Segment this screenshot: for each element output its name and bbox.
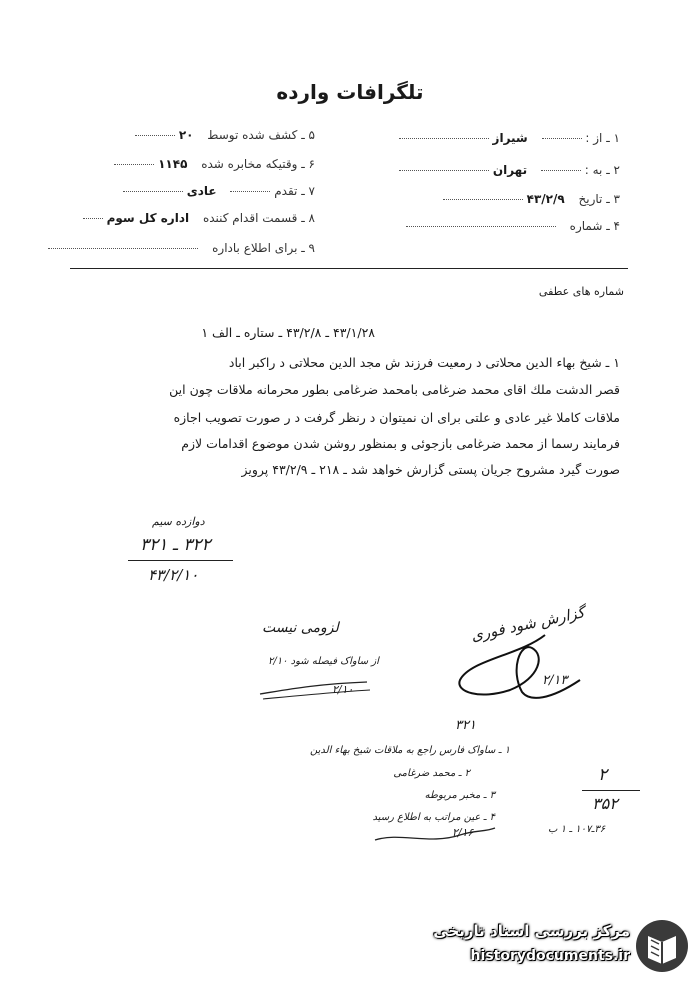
body-line-3: ملاقات کاملا غیر عادی و علتی برای ان نمیتوان د رنظر گرفت د ر صورت تصویب اجازه — [173, 410, 620, 425]
field-action-dept-label: ۸ ـ قسمت اقدام کننده — [202, 211, 315, 225]
handwritten-note-right: گزارش شود فوری — [469, 603, 587, 645]
handwritten-list-item-1: ۱ ـ ساواک فارس راجع به ملاقات شیخ بهاء الدین — [309, 745, 510, 756]
field-revealed-by-value: ۲۰ — [178, 128, 194, 142]
field-date — [443, 192, 620, 206]
field-telegraph-office-value: ۱۱۴۵ — [158, 157, 188, 171]
field-priority-label: ۷ ـ تقدم — [274, 184, 315, 198]
field-from-label: ۱ ـ از — [593, 131, 620, 145]
handwritten-list-underline — [370, 820, 500, 850]
field-telegraph-office — [114, 157, 315, 171]
field-number — [406, 219, 620, 233]
field-to-value: تهران — [492, 163, 528, 177]
field-date-label: ۳ ـ تاریخ — [578, 192, 620, 206]
handwritten-list-item-3: ۳ ـ مخبر مربوطه — [424, 790, 495, 801]
handwritten-side-fraction-bar — [582, 790, 640, 791]
header-divider — [70, 268, 628, 269]
handwritten-underline-mid — [255, 672, 375, 702]
field-date-value: ۴۳/۲/۹ — [526, 192, 565, 206]
handwritten-date-right: ۲/۱۳ — [542, 673, 568, 688]
handwritten-list-item-4: ۴ ـ عین مراتب به اطلاع رسید — [372, 812, 495, 823]
body-line-5: صورت گیرد مشروح جریان پستی گزارش خواهد شد ـ ۲۱۸ ـ ۴۳/۲/۹ پرویز — [241, 462, 620, 477]
handwritten-note-mid-2: از ساواک فیصله شود ۲/۱۰ — [268, 656, 379, 667]
field-from-value: شیراز — [492, 131, 528, 145]
signature-right — [450, 630, 590, 710]
handwritten-list-head: ۳۲۱ — [455, 718, 476, 733]
handwritten-fraction-denominator: ۴۳/۲/۱۰ — [148, 566, 199, 584]
field-revealed-by-label: ۵ ـ کشف شده توسط — [207, 128, 315, 142]
field-to-label: ۲ ـ به — [592, 163, 620, 177]
body-line-1: ۱ ـ شیخ بهاء الدین محلاتی د رمعیت فرزند ش مجد الدین محلاتی د راکبر اباد — [228, 355, 620, 370]
field-from: ۱ ـ از : شیراز — [399, 131, 620, 145]
field-for-info — [48, 241, 315, 255]
field-telegraph-office-label: ۶ ـ وقتیکه مخابره شده — [201, 157, 315, 171]
page-title: تلگرافات وارده — [276, 80, 424, 104]
handwritten-fraction-numerator: ۳۲۲ ـ ۳۲۱ — [140, 535, 211, 555]
field-action-dept-value: اداره کل سوم — [106, 211, 190, 225]
handwritten-side-numerator: ۲ — [598, 765, 608, 785]
field-number-label: ۴ ـ شماره — [569, 219, 620, 233]
field-action-dept — [83, 211, 315, 225]
reference-numbers-label: شماره های عطفی — [538, 285, 624, 298]
handwritten-note-mid-1: لزومی نیست — [262, 620, 339, 636]
body-line-4: فرمایند رسما از محمد ضرغامی بازجوئی و بمنظور روشن شدن موضوع اقدامات لازم — [181, 436, 620, 451]
field-priority-value: عادی — [186, 184, 217, 198]
handwritten-date-mid: ۲/۱۰ — [332, 683, 354, 696]
watermark-url: historydocuments.ir — [470, 948, 630, 964]
handwritten-list-date: ۲/۱۶ — [452, 826, 474, 839]
handwritten-note-top: دوازده سیم — [152, 515, 205, 528]
body-ref-line: ۴۳/۱/۲۸ ـ ۴۳/۲/۸ ـ ستاره ـ الف ۱ — [201, 325, 375, 340]
watermark-title: مرکز بررسی اسناد تاریخی — [433, 922, 630, 940]
field-for-info-label: ۹ ـ برای اطلاع باداره — [212, 241, 315, 255]
field-revealed-by — [135, 128, 315, 142]
field-to: ۲ ـ به : تهران — [399, 163, 620, 177]
handwritten-side-denominator: ۳۵۲ — [592, 794, 618, 813]
handwritten-list-item-2: ۲ ـ محمد ضرغامی — [393, 768, 470, 779]
document-code: ۳۶ـ۱۰۷ ـ ۱ ب — [548, 824, 606, 835]
body-line-2: قصر الدشت ملك اقای محمد ضرغامی بامحمد ضرغامی بطور محرمانه ملاقات چون این — [169, 382, 620, 397]
logo-book-icon — [634, 918, 690, 974]
watermark — [410, 916, 690, 976]
handwritten-fraction-bar — [128, 560, 233, 561]
field-priority — [123, 184, 315, 198]
